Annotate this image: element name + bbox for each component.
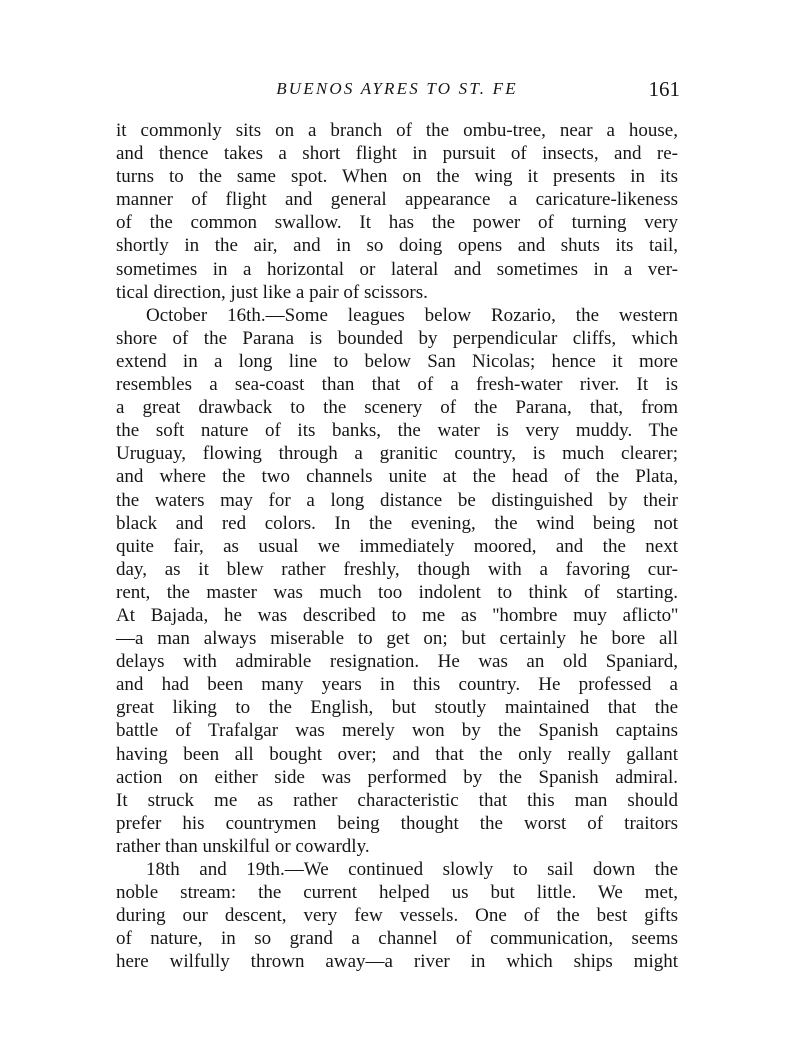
text-line: rent, the master was much too indolent to think of starting.	[116, 581, 678, 603]
text-line: battle of Trafalgar was merely won by the Spanish captains	[116, 720, 678, 742]
text-line: here wilfully thrown away—a river in which ships might	[116, 951, 678, 973]
text-line: and where the two channels unite at the head of the Plata,	[116, 466, 678, 488]
text-line: the waters may for a long distance be distinguished by their	[116, 489, 678, 511]
text-line: a great drawback to the scenery of the Parana, that, from	[116, 397, 678, 419]
text-line: —a man always miserable to get on; but certainly he bore all	[116, 628, 678, 650]
text-line: and thence takes a short flight in pursuit of insects, and re-	[116, 143, 678, 165]
text-line: black and red colors. In the evening, the wind being not	[116, 512, 678, 534]
text-line: during our descent, very few vessels. One of the best gifts	[116, 905, 678, 927]
text-line: quite fair, as usual we immediately moored, and the next	[116, 535, 678, 557]
text-line: It struck me as rather characteristic that this man should	[116, 789, 678, 811]
text-line: delays with admirable resignation. He was an old Spaniard,	[116, 651, 678, 673]
text-line: October 16th.—Some leagues below Rozario, the western	[146, 304, 678, 326]
text-line: having been all bought over; and that the only really gallant	[116, 743, 678, 765]
text-line: it commonly sits on a branch of the ombu-tree, near a house,	[116, 120, 678, 141]
text-line: turns to the same spot. When on the wing it presents in its	[116, 166, 678, 188]
text-line: and had been many years in this country. He professed a	[116, 674, 678, 696]
text-line: the soft nature of its banks, the water is very muddy. The	[116, 420, 678, 442]
text-line: manner of flight and general appearance a caricature-likeness	[116, 189, 678, 211]
text-line: day, as it blew rather freshly, though with a favoring cur-	[116, 558, 678, 580]
text-line: shortly in the air, and in so doing opens and shuts its tail,	[116, 235, 678, 257]
text-line: resembles a sea-coast than that of a fresh-water river. It is	[116, 374, 678, 396]
text-line: action on either side was performed by the Spanish admiral.	[116, 766, 678, 788]
running-header	[114, 76, 680, 102]
text-line: shore of the Parana is bounded by perpendicular cliffs, which	[116, 327, 678, 349]
text-line: sometimes in a horizontal or lateral and sometimes in a ver-	[116, 258, 678, 280]
text-line: 18th and 19th.—We continued slowly to sail down the	[146, 859, 678, 880]
text-line: At Bajada, he was described to me as ''hombre muy aflicto''	[116, 604, 678, 626]
page-number: 161	[648, 77, 680, 101]
running-title: BUENOS AYRES TO ST. FE	[276, 79, 518, 98]
text-line: noble stream: the current helped us but little. We met,	[116, 882, 678, 904]
text-line: extend in a long line to below San Nicolas; hence it more	[116, 350, 678, 372]
text-line: prefer his countrymen being thought the worst of traitors	[116, 812, 678, 834]
text-line: tical direction, just like a pair of scissors.	[116, 281, 428, 303]
text-line: Uruguay, flowing through a granitic country, is much clearer;	[116, 443, 678, 465]
text-line: rather than unskilful or cowardly.	[116, 835, 370, 857]
text-line: of the common swallow. It has the power of turning very	[116, 212, 678, 234]
text-line: great liking to the English, but stoutly maintained that the	[116, 697, 678, 719]
body-text	[116, 119, 678, 973]
text-line: of nature, in so grand a channel of communication, seems	[116, 928, 678, 950]
